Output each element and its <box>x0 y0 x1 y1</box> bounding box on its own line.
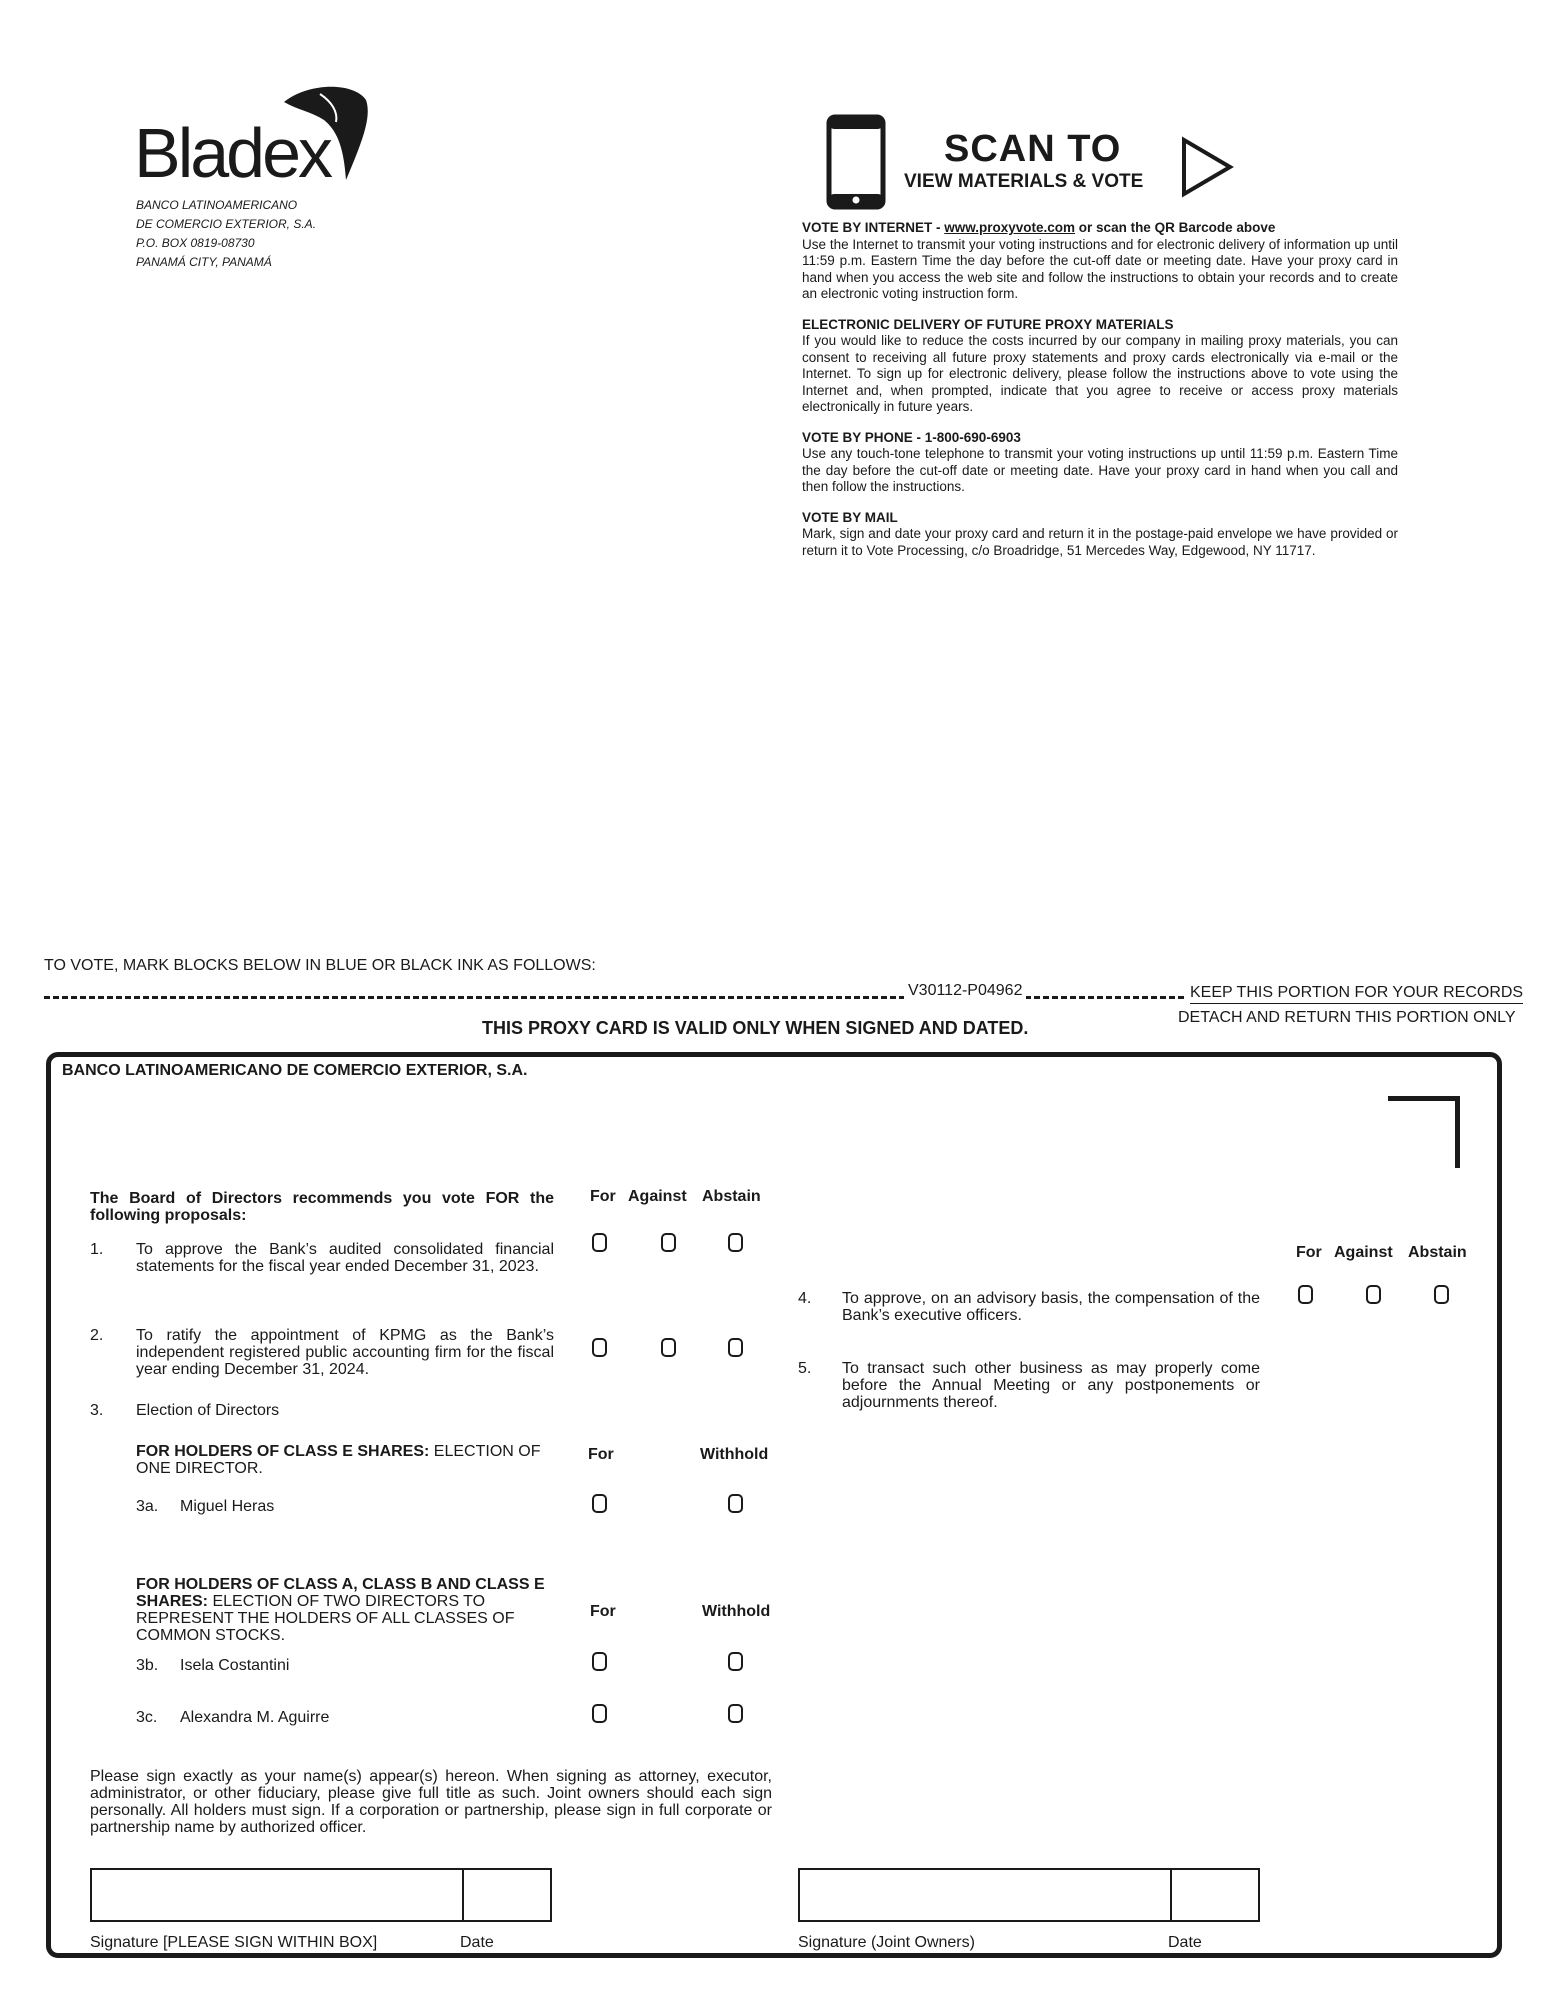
board-recommendation: The Board of Directors recommends you vote FOR the following proposals: <box>90 1190 554 1224</box>
vote-mail-body: Mark, sign and date your proxy card and return it in the postage-paid envelope we have provided or return it to Vote Processing, c/o Broadridge, 51 Mercedes Way, Edgewood, NY 11717. <box>802 526 1398 558</box>
nominee-3c-name: Alexandra M. Aguirre <box>180 1709 330 1726</box>
proposal-2-text: To ratify the appointment of KPMG as the Bank’s independent registered public accounting firm for the fiscal year ending December 31, 2024. <box>136 1327 554 1378</box>
class-e-heading: FOR HOLDERS OF CLASS E SHARES: ELECTION OF ONE DIRECTOR. <box>136 1443 541 1477</box>
scan-title: SCAN TO <box>944 128 1122 170</box>
proposal-3-number: 3. <box>90 1402 104 1419</box>
proposal-1-number: 1. <box>90 1241 104 1258</box>
right-col-header-for: For <box>1296 1244 1322 1261</box>
signature-box[interactable] <box>90 1868 552 1922</box>
proposal-5-text: To transact such other business as may properly come before the Annual Meeting or any postponements or adjournments thereof. <box>842 1360 1260 1411</box>
col-header-for: For <box>590 1188 616 1205</box>
smartphone-icon <box>826 114 886 210</box>
nominee-3b-name: Isela Costantini <box>180 1657 290 1674</box>
3b-withhold-checkbox[interactable] <box>728 1652 743 1671</box>
vote-phone-body: Use any touch-tone telephone to transmit your voting instructions up until 11:59 p.m. Eastern Time the day before the cut-off date or meeting date. Have your proxy card in hand when you call and then follow the instructions. <box>802 446 1398 494</box>
nominee-3c-number: 3c. <box>136 1709 158 1726</box>
proposal-1-text: To approve the Bank’s audited consolidated financial statements for the fiscal year ended December 31, 2023. <box>136 1241 554 1275</box>
p4-abstain-checkbox[interactable] <box>1434 1285 1449 1304</box>
vote-phone-heading: VOTE BY PHONE - 1-800-690-6903 <box>802 429 1021 445</box>
voting-instructions <box>802 220 1398 573</box>
3a-for-checkbox[interactable] <box>592 1494 607 1513</box>
address-line: P.O. BOX 0819-08730 <box>136 236 255 250</box>
edelivery-heading: ELECTRONIC DELIVERY OF FUTURE PROXY MATERIALS <box>802 316 1174 332</box>
p1-against-checkbox[interactable] <box>661 1233 676 1252</box>
proposal-5-number: 5. <box>798 1360 812 1377</box>
proposal-3-text: Election of Directors <box>136 1402 280 1419</box>
proxyvote-link[interactable]: www.proxyvote.com <box>944 220 1076 235</box>
class-abe-col-for: For <box>590 1603 616 1620</box>
p1-abstain-checkbox[interactable] <box>728 1233 743 1252</box>
nominee-3a-name: Miguel Heras <box>180 1498 275 1515</box>
proposal-2-number: 2. <box>90 1327 104 1344</box>
bladex-logo-text: Bladex <box>134 114 331 192</box>
right-col-header-against: Against <box>1334 1244 1393 1261</box>
proposal-4-text: To approve, on an advisory basis, the compensation of the Bank’s executive officers. <box>842 1290 1260 1324</box>
signing-instructions: Please sign exactly as your name(s) appear(s) hereon. When signing as attorney, executor, administrator, or other fiduciary, please give full title as such. Joint owners should each sign personally. All holders must sign. If a corporation or partnership, please sign in full corporate or partnership name by authorized officer. <box>90 1768 772 1836</box>
joint-signature-box[interactable] <box>798 1868 1260 1922</box>
scan-subtitle: VIEW MATERIALS & VOTE <box>904 171 1144 192</box>
p2-abstain-checkbox[interactable] <box>728 1338 743 1357</box>
joint-signature-date-label: Date <box>1168 1934 1202 1951</box>
play-arrow-icon <box>1180 136 1236 198</box>
signature-label: Signature [PLEASE SIGN WITHIN BOX] <box>90 1934 378 1951</box>
p2-for-checkbox[interactable] <box>592 1338 607 1357</box>
class-abe-col-withhold: Withhold <box>702 1603 771 1620</box>
3b-for-checkbox[interactable] <box>592 1652 607 1671</box>
col-header-abstain: Abstain <box>702 1188 761 1205</box>
3a-withhold-checkbox[interactable] <box>728 1494 743 1513</box>
nominee-3a-number: 3a. <box>136 1498 159 1515</box>
3c-withhold-checkbox[interactable] <box>728 1704 743 1723</box>
card-company-name: BANCO LATINOAMERICANO DE COMERCIO EXTERIOR, S.A. <box>62 1062 528 1079</box>
vote-mail-heading: VOTE BY MAIL <box>802 509 898 525</box>
signature-date-label: Date <box>460 1934 494 1951</box>
p1-for-checkbox[interactable] <box>592 1233 607 1252</box>
joint-signature-date-divider <box>1170 1870 1172 1920</box>
address-line: DE COMERCIO EXTERIOR, S.A. <box>136 217 317 231</box>
valid-notice: THIS PROXY CARD IS VALID ONLY WHEN SIGNED AND DATED. <box>482 1018 1029 1038</box>
vote-internet-heading: VOTE BY INTERNET - www.proxyvote.com or scan the QR Barcode above <box>802 220 1276 235</box>
job-code: V30112-P04962 <box>904 982 1026 1000</box>
p2-against-checkbox[interactable] <box>661 1338 676 1357</box>
p4-for-checkbox[interactable] <box>1298 1285 1313 1304</box>
joint-signature-label: Signature (Joint Owners) <box>798 1934 975 1951</box>
mark-instruction: TO VOTE, MARK BLOCKS BELOW IN BLUE OR BLACK INK AS FOLLOWS: <box>44 957 596 974</box>
vote-internet-body: Use the Internet to transmit your voting instructions and for electronic delivery of information up until 11:59 p.m. Eastern Time the day before the cut-off date or meeting date. Have your proxy card in hand when you access the web site and follow the instructions to obtain your records and to create an electronic voting instruction form. <box>802 236 1398 301</box>
scan-corner-mark <box>1388 1096 1460 1168</box>
col-header-against: Against <box>628 1188 687 1205</box>
edelivery-body: If you would like to reduce the costs incurred by our company in mailing proxy materials, you can consent to receiving all future proxy statements and proxy cards electronically via e-mail or the Internet. To sign up for electronic delivery, please follow the instructions above to vote using the Internet and, when prompted, indicate that you agree to receive or access proxy materials electronically in future years. <box>802 333 1398 414</box>
detach-portion-label: DETACH AND RETURN THIS PORTION ONLY <box>1178 1009 1516 1026</box>
signature-date-divider <box>462 1870 464 1920</box>
bladex-bird-logo-icon <box>284 82 374 182</box>
nominee-3b-number: 3b. <box>136 1657 159 1674</box>
3c-for-checkbox[interactable] <box>592 1704 607 1723</box>
address-line: BANCO LATINOAMERICANO <box>136 198 298 212</box>
class-abe-heading: FOR HOLDERS OF CLASS A, CLASS B AND CLASS E SHARES: ELECTION OF TWO DIRECTORS TO REPRESENT THE HOLDERS OF ALL CLASSES OF COMMON STOCKS. <box>136 1576 545 1644</box>
address-line: PANAMÁ CITY, PANAMÁ <box>136 255 272 269</box>
proposal-4-number: 4. <box>798 1290 812 1307</box>
p4-against-checkbox[interactable] <box>1366 1285 1381 1304</box>
class-e-col-withhold: Withhold <box>700 1446 769 1463</box>
keep-portion-label: KEEP THIS PORTION FOR YOUR RECORDS <box>1190 984 1523 1004</box>
company-address <box>136 196 316 272</box>
class-e-col-for: For <box>588 1446 614 1463</box>
right-col-header-abstain: Abstain <box>1408 1244 1467 1261</box>
